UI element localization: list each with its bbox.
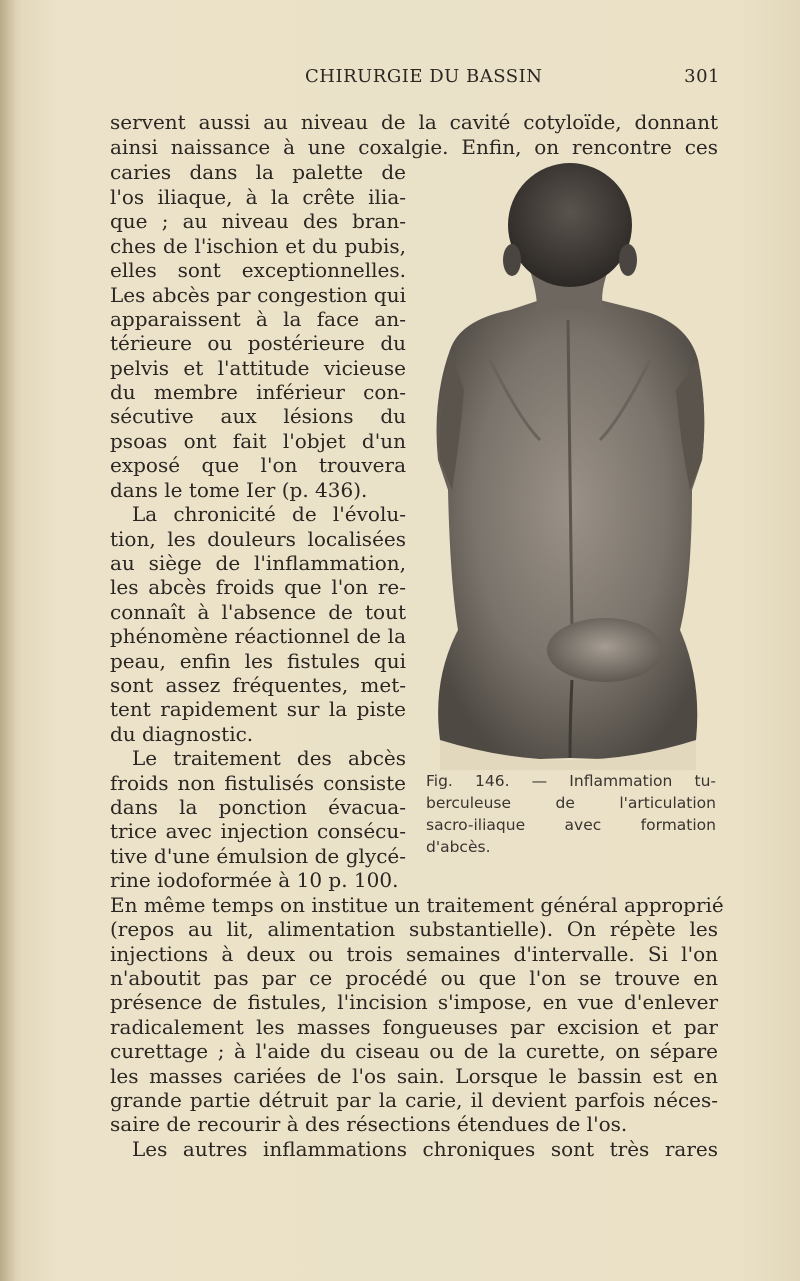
text-line: Le traitement des abcès: [132, 746, 406, 770]
text-line: tion, les douleurs localisées: [110, 527, 406, 551]
text-line: présence de fistules, l'incision s'impose, en vue d'enlever: [110, 990, 718, 1014]
text-line: connaît à l'absence de tout: [110, 600, 406, 624]
text-line: (repos au lit, alimentation substantielle). On répète les: [110, 917, 718, 941]
text-line: sont assez fréquentes, met-: [110, 673, 406, 697]
text-line: apparaissent à la face an-: [110, 307, 406, 331]
text-line: grande partie détruit par la carie, il devient parfois néces-: [110, 1088, 718, 1112]
text-line: psoas ont fait l'objet d'un: [110, 429, 406, 453]
text-line: Les autres inflammations chroniques sont très rares: [132, 1137, 718, 1161]
patient-back-photo: [430, 160, 710, 770]
text-line: caries dans la palette de: [110, 160, 406, 184]
text-line: trice avec injection consécu-: [110, 819, 406, 843]
text-line: froids non fistulisés consiste: [110, 771, 406, 795]
text-line: Les abcès par congestion qui: [110, 283, 406, 307]
text-line: tent rapidement sur la piste: [110, 697, 406, 721]
text-line: servent aussi au niveau de la cavité cotyloïde, donnant: [110, 110, 718, 134]
running-header: [110, 66, 720, 90]
text-line: les abcès froids que l'on re-: [110, 575, 406, 599]
text-line: pelvis et l'attitude vicieuse: [110, 356, 406, 380]
text-line: saire de recourir à des résections étendues de l'os.: [110, 1112, 628, 1136]
text-line: dans la ponction évacua-: [110, 795, 406, 819]
caption-line: Fig. 146. — Inflammation tu-: [426, 772, 716, 790]
text-line: térieure ou postérieure du: [110, 331, 406, 355]
text-line: rine iodoformée à 10 p. 100.: [110, 868, 399, 892]
text-line: du membre inférieur con-: [110, 380, 406, 404]
text-line: que ; au niveau des bran-: [110, 209, 406, 233]
text-line: exposé que l'on trouvera: [110, 453, 406, 477]
text-line: phénomène réactionnel de la: [110, 624, 406, 648]
caption-line: d'abcès.: [426, 838, 491, 856]
text-line: ches de l'ischion et du pubis,: [110, 234, 406, 258]
text-line: dans le tome Ier (p. 436).: [110, 478, 368, 502]
text-line: sécutive aux lésions du: [110, 404, 406, 428]
text-line: La chronicité de l'évolu-: [132, 502, 406, 526]
text-line: En même temps on institue un traitement général approprié: [110, 893, 724, 917]
text-line: n'aboutit pas par ce procédé ou que l'on se trouve en: [110, 966, 718, 990]
figure-caption: [426, 770, 716, 858]
caption-line: sacro-iliaque avec formation: [426, 816, 716, 834]
text-line: les masses cariées de l'os sain. Lorsque le bassin est en: [110, 1064, 718, 1088]
caption-line: berculeuse de l'articulation: [426, 794, 716, 812]
page-number: 301: [684, 66, 720, 87]
text-line: injections à deux ou trois semaines d'intervalle. Si l'on: [110, 942, 718, 966]
text-line: ainsi naissance à une coxalgie. Enfin, on rencontre ces: [110, 135, 718, 159]
text-line: peau, enfin les fistules qui: [110, 649, 406, 673]
text-line: radicalement les masses fongueuses par excision et par: [110, 1015, 718, 1039]
text-line: curettage ; à l'aide du ciseau ou de la curette, on sépare: [110, 1039, 718, 1063]
text-line: elles sont exceptionnelles.: [110, 258, 406, 282]
page-spine-shadow: [0, 0, 14, 1281]
figure-photo: [430, 160, 710, 770]
text-line: au siège de l'inflammation,: [110, 551, 406, 575]
text-line: du diagnostic.: [110, 722, 254, 746]
text-line: l'os iliaque, à la crête ilia-: [110, 185, 406, 209]
text-line: tive d'une émulsion de glycé-: [110, 844, 406, 868]
running-title: CHIRURGIE DU BASSIN: [305, 66, 543, 87]
